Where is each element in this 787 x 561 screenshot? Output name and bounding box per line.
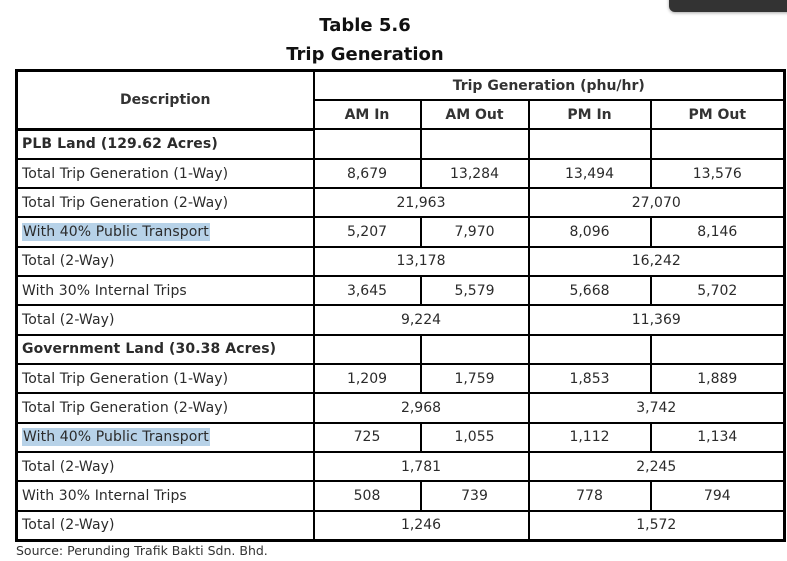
row-description [17,393,314,422]
value-cell: 13,284 [421,159,529,188]
row-label: With 30% Internal Trips [22,487,187,504]
empty-cell [421,129,529,159]
row-label: Total Trip Generation (2-Way) [22,400,229,416]
row-label: Total Trip Generation (2-Way) [22,194,229,211]
table-row [17,276,785,305]
value-cell: 1,055 [421,423,529,452]
value-cell: 1,134 [651,423,785,452]
table-title: Trip Generation [286,44,444,65]
row-label: With 30% Internal Trips [22,282,187,299]
table-row [17,217,785,246]
table-row [17,305,785,334]
value-cell: 739 [421,481,529,510]
row-description [17,217,314,246]
value-cell: 508 [314,481,421,510]
section-row [17,335,785,364]
row-description [17,188,314,217]
value-cell: 8,679 [314,159,421,188]
table-number: Table 5.6 [319,15,411,36]
am-total-cell: 13,178 [314,247,529,276]
row-label: Total (2-Way) [22,517,115,534]
table-row [17,364,785,393]
empty-cell [314,335,421,364]
pm-total-cell: 27,070 [529,188,785,217]
empty-cell [421,335,529,364]
value-cell: 5,579 [421,276,529,305]
row-description [17,423,314,452]
row-label: PLB Land (129.62 Acres) [22,136,218,153]
value-cell: 725 [314,423,421,452]
empty-cell [529,129,651,159]
header-pm-in: PM In [529,100,651,129]
row-description [17,335,314,364]
row-description [17,247,314,276]
table-row [17,481,785,510]
value-cell: 5,668 [529,276,651,305]
row-description [17,364,314,393]
value-cell: 13,576 [651,159,785,188]
value-cell: 1,112 [529,423,651,452]
empty-cell [651,335,785,364]
section-row [17,129,785,159]
am-total-cell: 1,781 [314,452,529,481]
highlighted-label: With 40% Public Transport [23,429,209,446]
row-description [17,452,314,481]
pm-total-cell: 3,742 [529,393,785,422]
empty-cell [651,129,785,159]
table-row [17,247,785,276]
value-cell: 1,209 [314,364,421,393]
am-total-cell: 2,968 [314,393,529,422]
window-top-bar [669,0,787,12]
highlighted-label: With 40% Public Transport [23,224,209,241]
am-total-cell: 21,963 [314,188,529,217]
row-description [17,481,314,510]
row-label: Total (2-Way) [22,458,115,475]
row-label: Total (2-Way) [22,253,115,270]
value-cell: 1,853 [529,364,651,393]
value-cell: 7,970 [421,217,529,246]
table-row [17,159,785,188]
header-description: Description [17,71,314,130]
header-am-out: AM Out [421,100,529,129]
pm-total-cell: 2,245 [529,452,785,481]
value-cell: 5,207 [314,217,421,246]
am-total-cell: 9,224 [314,305,529,334]
table-row [17,393,785,422]
empty-cell [529,335,651,364]
value-cell: 794 [651,481,785,510]
source-note: Source: Perunding Trafik Bakti Sdn. Bhd. [16,543,268,558]
value-cell: 8,146 [651,217,785,246]
table-row [17,452,785,481]
table-row [17,188,785,217]
value-cell: 778 [529,481,651,510]
header-trip-generation: Trip Generation (phu/hr) [314,71,785,101]
trip-generation-table [15,69,786,542]
header-pm-out: PM Out [651,100,785,129]
pm-total-cell: 16,242 [529,247,785,276]
value-cell: 13,494 [529,159,651,188]
row-label: Total Trip Generation (1-Way) [22,370,229,387]
pm-total-cell: 11,369 [529,305,785,334]
am-total-cell: 1,246 [314,511,529,541]
table-row [17,423,785,452]
value-cell: 5,702 [651,276,785,305]
pm-total-cell: 1,572 [529,511,785,541]
value-cell: 1,759 [421,364,529,393]
row-description [17,129,314,159]
row-description [17,159,314,188]
value-cell: 8,096 [529,217,651,246]
row-description [17,305,314,334]
row-label: Government Land (30.38 Acres) [22,341,277,358]
row-label: Total (2-Way) [22,312,115,329]
row-description [17,276,314,305]
empty-cell [314,129,421,159]
value-cell: 1,889 [651,364,785,393]
table-row [17,511,785,541]
header-am-in: AM In [314,100,421,129]
value-cell: 3,645 [314,276,421,305]
row-description [17,511,314,541]
row-label: Total Trip Generation (1-Way) [22,165,229,182]
